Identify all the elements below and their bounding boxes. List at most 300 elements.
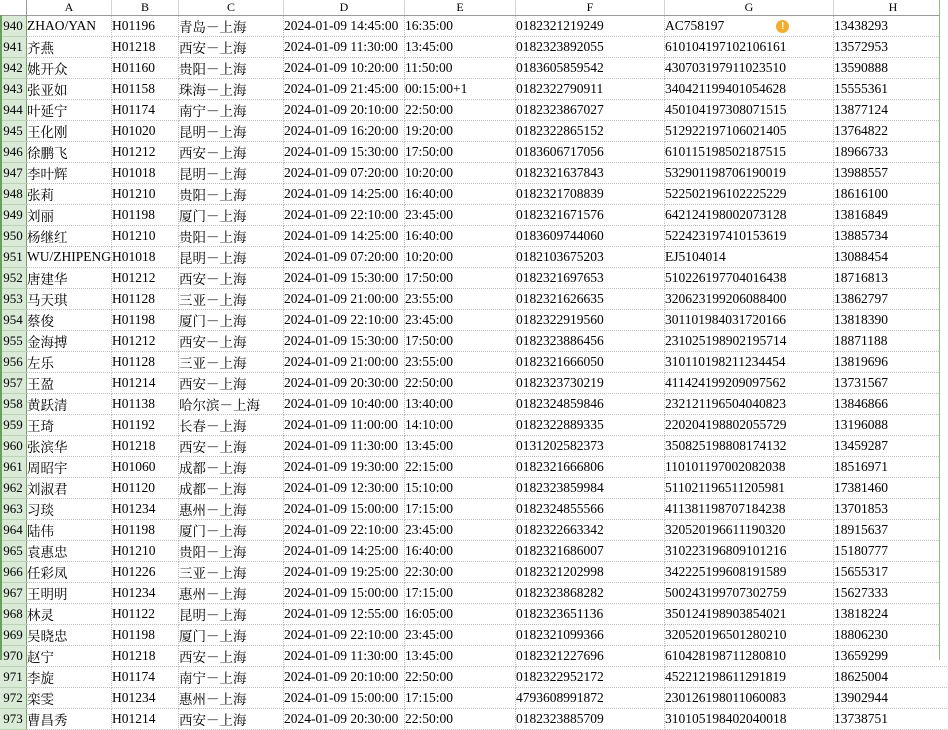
cell-c942[interactable]: 贵阳－上海: [179, 58, 284, 79]
cell-d959[interactable]: 2024-01-09 11:00:00: [284, 415, 405, 436]
cell-h958[interactable]: 13846866: [834, 394, 948, 415]
cell-g970[interactable]: 610428198711280810: [665, 646, 834, 667]
cell-b967[interactable]: H01234: [112, 583, 179, 604]
table-row[interactable]: [0, 121, 948, 142]
cell-b969[interactable]: H01198: [112, 625, 179, 646]
row-header[interactable]: 964: [0, 520, 27, 541]
cell-f958[interactable]: 0182324859846: [516, 394, 665, 415]
column-header-f[interactable]: F: [516, 0, 665, 16]
cell-f968[interactable]: 0182323651136: [516, 604, 665, 625]
cell-f959[interactable]: 0182322889335: [516, 415, 665, 436]
cell-h969[interactable]: 18806230: [834, 625, 948, 646]
table-row[interactable]: [0, 709, 948, 730]
table-row[interactable]: [0, 667, 948, 688]
cell-f965[interactable]: 0182321686007: [516, 541, 665, 562]
cell-f945[interactable]: 0182322865152: [516, 121, 665, 142]
cell-a972[interactable]: 栾雯: [27, 688, 112, 709]
cell-b966[interactable]: H01226: [112, 562, 179, 583]
cell-c954[interactable]: 厦门－上海: [179, 310, 284, 331]
cell-b963[interactable]: H01234: [112, 499, 179, 520]
cell-d951[interactable]: 2024-01-09 07:20:00: [284, 247, 405, 268]
cell-e967[interactable]: 17:15:00: [405, 583, 516, 604]
cell-g950[interactable]: 522423197410153619: [665, 226, 834, 247]
cell-a966[interactable]: 任彩凤: [27, 562, 112, 583]
cell-d947[interactable]: 2024-01-09 07:20:00: [284, 163, 405, 184]
cell-a957[interactable]: 王盈: [27, 373, 112, 394]
cell-b961[interactable]: H01060: [112, 457, 179, 478]
cell-c947[interactable]: 昆明－上海: [179, 163, 284, 184]
cell-f971[interactable]: 0182322952172: [516, 667, 665, 688]
cell-d963[interactable]: 2024-01-09 15:00:00: [284, 499, 405, 520]
cell-h966[interactable]: 15655317: [834, 562, 948, 583]
cell-a940[interactable]: ZHAO/YAN: [27, 16, 112, 37]
cell-e948[interactable]: 16:40:00: [405, 184, 516, 205]
row-header[interactable]: 954: [0, 310, 27, 331]
cell-d956[interactable]: 2024-01-09 21:00:00: [284, 352, 405, 373]
row-header[interactable]: 960: [0, 436, 27, 457]
row-header[interactable]: 968: [0, 604, 27, 625]
row-header[interactable]: 965: [0, 541, 27, 562]
cell-d948[interactable]: 2024-01-09 14:25:00: [284, 184, 405, 205]
cell-e957[interactable]: 22:50:00: [405, 373, 516, 394]
cell-h942[interactable]: 13590888: [834, 58, 948, 79]
cell-b955[interactable]: H01212: [112, 331, 179, 352]
cell-g957[interactable]: 411424199209097562: [665, 373, 834, 394]
cell-g945[interactable]: 512922197106021405: [665, 121, 834, 142]
cell-b965[interactable]: H01210: [112, 541, 179, 562]
cell-h948[interactable]: 18616100: [834, 184, 948, 205]
cell-e944[interactable]: 22:50:00: [405, 100, 516, 121]
cell-d973[interactable]: 2024-01-09 20:30:00: [284, 709, 405, 730]
row-header[interactable]: 955: [0, 331, 27, 352]
cell-b940[interactable]: H01196: [112, 16, 179, 37]
cell-g965[interactable]: 310223196809101216: [665, 541, 834, 562]
row-header[interactable]: 952: [0, 268, 27, 289]
cell-b972[interactable]: H01234: [112, 688, 179, 709]
cell-h950[interactable]: 13885734: [834, 226, 948, 247]
cell-b945[interactable]: H01020: [112, 121, 179, 142]
row-header[interactable]: 961: [0, 457, 27, 478]
cell-e953[interactable]: 23:55:00: [405, 289, 516, 310]
cell-c961[interactable]: 成都－上海: [179, 457, 284, 478]
cell-d949[interactable]: 2024-01-09 22:10:00: [284, 205, 405, 226]
column-header-d[interactable]: D: [284, 0, 405, 16]
cell-f967[interactable]: 0182323868282: [516, 583, 665, 604]
cell-b944[interactable]: H01174: [112, 100, 179, 121]
table-row[interactable]: [0, 58, 948, 79]
cell-f954[interactable]: 0182322919560: [516, 310, 665, 331]
cell-a961[interactable]: 周昭宇: [27, 457, 112, 478]
cell-g963[interactable]: 411381198707184238: [665, 499, 834, 520]
cell-b957[interactable]: H01214: [112, 373, 179, 394]
cell-a954[interactable]: 蔡俊: [27, 310, 112, 331]
cell-h945[interactable]: 13764822: [834, 121, 948, 142]
table-row[interactable]: [0, 16, 948, 37]
cell-g952[interactable]: 510226197704016438: [665, 268, 834, 289]
cell-e950[interactable]: 16:40:00: [405, 226, 516, 247]
cell-c972[interactable]: 惠州－上海: [179, 688, 284, 709]
cell-h946[interactable]: 18966733: [834, 142, 948, 163]
row-header[interactable]: 958: [0, 394, 27, 415]
cell-e946[interactable]: 17:50:00: [405, 142, 516, 163]
cell-e958[interactable]: 13:40:00: [405, 394, 516, 415]
cell-g973[interactable]: 310105198402040018: [665, 709, 834, 730]
row-header[interactable]: 969: [0, 625, 27, 646]
cell-f951[interactable]: 0182103675203: [516, 247, 665, 268]
column-header-e[interactable]: E: [405, 0, 516, 16]
select-all-corner[interactable]: [0, 0, 27, 16]
cell-c941[interactable]: 西安－上海: [179, 37, 284, 58]
cell-c950[interactable]: 贵阳－上海: [179, 226, 284, 247]
cell-g953[interactable]: 320623199206088400: [665, 289, 834, 310]
cell-d966[interactable]: 2024-01-09 19:25:00: [284, 562, 405, 583]
cell-d943[interactable]: 2024-01-09 21:45:00: [284, 79, 405, 100]
cell-f943[interactable]: 0182322790911: [516, 79, 665, 100]
cell-a943[interactable]: 张亚如: [27, 79, 112, 100]
cell-c940[interactable]: 青岛－上海: [179, 16, 284, 37]
table-row[interactable]: [0, 268, 948, 289]
cell-g966[interactable]: 342225199608191589: [665, 562, 834, 583]
cell-e955[interactable]: 17:50:00: [405, 331, 516, 352]
cell-d945[interactable]: 2024-01-09 16:20:00: [284, 121, 405, 142]
cell-c956[interactable]: 三亚－上海: [179, 352, 284, 373]
table-row[interactable]: [0, 184, 948, 205]
table-row[interactable]: [0, 415, 948, 436]
cell-c953[interactable]: 三亚－上海: [179, 289, 284, 310]
cell-e942[interactable]: 11:50:00: [405, 58, 516, 79]
table-row[interactable]: [0, 352, 948, 373]
cell-g951[interactable]: EJ5104014: [665, 247, 834, 268]
cell-h940[interactable]: 13438293: [834, 16, 948, 37]
row-header[interactable]: 943: [0, 79, 27, 100]
cell-d970[interactable]: 2024-01-09 11:30:00: [284, 646, 405, 667]
cell-d962[interactable]: 2024-01-09 12:30:00: [284, 478, 405, 499]
cell-h972[interactable]: 13902944: [834, 688, 948, 709]
cell-g956[interactable]: 310110198211234454: [665, 352, 834, 373]
cell-c951[interactable]: 昆明－上海: [179, 247, 284, 268]
cell-c952[interactable]: 西安－上海: [179, 268, 284, 289]
cell-g967[interactable]: 500243199707302759: [665, 583, 834, 604]
cell-a947[interactable]: 李叶辉: [27, 163, 112, 184]
cell-c944[interactable]: 南宁－上海: [179, 100, 284, 121]
cell-g959[interactable]: 220204198802055729: [665, 415, 834, 436]
table-row[interactable]: [0, 79, 948, 100]
cell-e949[interactable]: 23:45:00: [405, 205, 516, 226]
cell-b959[interactable]: H01192: [112, 415, 179, 436]
cell-e943[interactable]: 00:15:00+1: [405, 79, 516, 100]
cell-b958[interactable]: H01138: [112, 394, 179, 415]
cell-h967[interactable]: 15627333: [834, 583, 948, 604]
cell-d954[interactable]: 2024-01-09 22:10:00: [284, 310, 405, 331]
cell-c968[interactable]: 昆明－上海: [179, 604, 284, 625]
cell-h947[interactable]: 13988557: [834, 163, 948, 184]
cell-g964[interactable]: 320520196611190320: [665, 520, 834, 541]
cell-b964[interactable]: H01198: [112, 520, 179, 541]
cell-e965[interactable]: 16:40:00: [405, 541, 516, 562]
cell-f973[interactable]: 0182323885709: [516, 709, 665, 730]
cell-d967[interactable]: 2024-01-09 15:00:00: [284, 583, 405, 604]
cell-c957[interactable]: 西安－上海: [179, 373, 284, 394]
cell-g944[interactable]: 450104197308071515: [665, 100, 834, 121]
cell-f952[interactable]: 0182321697653: [516, 268, 665, 289]
cell-h962[interactable]: 17381460: [834, 478, 948, 499]
row-header[interactable]: 967: [0, 583, 27, 604]
cell-e962[interactable]: 15:10:00: [405, 478, 516, 499]
row-header[interactable]: 945: [0, 121, 27, 142]
cell-b973[interactable]: H01214: [112, 709, 179, 730]
table-row[interactable]: [0, 37, 948, 58]
cell-h968[interactable]: 13818224: [834, 604, 948, 625]
row-header[interactable]: 941: [0, 37, 27, 58]
cell-b962[interactable]: H01120: [112, 478, 179, 499]
cell-b952[interactable]: H01212: [112, 268, 179, 289]
cell-e947[interactable]: 10:20:00: [405, 163, 516, 184]
table-row[interactable]: [0, 688, 948, 709]
cell-e951[interactable]: 10:20:00: [405, 247, 516, 268]
cell-e969[interactable]: 23:45:00: [405, 625, 516, 646]
cell-h963[interactable]: 13701853: [834, 499, 948, 520]
cell-d953[interactable]: 2024-01-09 21:00:00: [284, 289, 405, 310]
cell-b947[interactable]: H01018: [112, 163, 179, 184]
row-header[interactable]: 942: [0, 58, 27, 79]
cell-e963[interactable]: 17:15:00: [405, 499, 516, 520]
cell-d955[interactable]: 2024-01-09 15:30:00: [284, 331, 405, 352]
cell-c964[interactable]: 厦门－上海: [179, 520, 284, 541]
cell-f960[interactable]: 0131202582373: [516, 436, 665, 457]
row-header[interactable]: 966: [0, 562, 27, 583]
cell-e971[interactable]: 22:50:00: [405, 667, 516, 688]
row-header[interactable]: 963: [0, 499, 27, 520]
cell-g954[interactable]: 301101984031720166: [665, 310, 834, 331]
cell-f961[interactable]: 0182321666806: [516, 457, 665, 478]
row-header[interactable]: 944: [0, 100, 27, 121]
cell-c971[interactable]: 南宁－上海: [179, 667, 284, 688]
cell-a941[interactable]: 齐燕: [27, 37, 112, 58]
cell-b951[interactable]: H01018: [112, 247, 179, 268]
column-header-h[interactable]: H: [834, 0, 948, 16]
cell-h955[interactable]: 18871188: [834, 331, 948, 352]
cell-a952[interactable]: 唐建华: [27, 268, 112, 289]
table-row[interactable]: [0, 226, 948, 247]
table-row[interactable]: [0, 373, 948, 394]
cell-a942[interactable]: 姚开众: [27, 58, 112, 79]
cell-c965[interactable]: 贵阳－上海: [179, 541, 284, 562]
cell-a969[interactable]: 吴晓忠: [27, 625, 112, 646]
table-row[interactable]: [0, 247, 948, 268]
cell-c945[interactable]: 昆明－上海: [179, 121, 284, 142]
cell-c958[interactable]: 哈尔滨－上海: [179, 394, 284, 415]
cell-h959[interactable]: 13196088: [834, 415, 948, 436]
cell-a970[interactable]: 赵宁: [27, 646, 112, 667]
cell-warning-icon[interactable]: !: [776, 20, 789, 33]
cell-g948[interactable]: 522502196102225229: [665, 184, 834, 205]
table-row[interactable]: [0, 331, 948, 352]
row-header[interactable]: 973: [0, 709, 27, 730]
cell-d971[interactable]: 2024-01-09 20:10:00: [284, 667, 405, 688]
cell-f953[interactable]: 0182321626635: [516, 289, 665, 310]
cell-e966[interactable]: 22:30:00: [405, 562, 516, 583]
cell-d965[interactable]: 2024-01-09 14:25:00: [284, 541, 405, 562]
row-header[interactable]: 948: [0, 184, 27, 205]
cell-d968[interactable]: 2024-01-09 12:55:00: [284, 604, 405, 625]
cell-g971[interactable]: 452212198611291819: [665, 667, 834, 688]
cell-f948[interactable]: 0182321708839: [516, 184, 665, 205]
column-header-g[interactable]: G: [665, 0, 834, 16]
cell-f969[interactable]: 0182321099366: [516, 625, 665, 646]
cell-b956[interactable]: H01128: [112, 352, 179, 373]
table-row[interactable]: [0, 541, 948, 562]
cell-d940[interactable]: 2024-01-09 14:45:00: [284, 16, 405, 37]
cell-c949[interactable]: 厦门－上海: [179, 205, 284, 226]
cell-h951[interactable]: 13088454: [834, 247, 948, 268]
row-header[interactable]: 959: [0, 415, 27, 436]
cell-a948[interactable]: 张莉: [27, 184, 112, 205]
table-row[interactable]: [0, 310, 948, 331]
cell-b950[interactable]: H01210: [112, 226, 179, 247]
cell-c963[interactable]: 惠州－上海: [179, 499, 284, 520]
table-row[interactable]: [0, 562, 948, 583]
table-row[interactable]: [0, 478, 948, 499]
cell-d952[interactable]: 2024-01-09 15:30:00: [284, 268, 405, 289]
table-row[interactable]: [0, 457, 948, 478]
cell-h957[interactable]: 13731567: [834, 373, 948, 394]
cell-d958[interactable]: 2024-01-09 10:40:00: [284, 394, 405, 415]
cell-c946[interactable]: 西安－上海: [179, 142, 284, 163]
cell-h953[interactable]: 13862797: [834, 289, 948, 310]
column-header-c[interactable]: C: [179, 0, 284, 16]
cell-a968[interactable]: 林灵: [27, 604, 112, 625]
cell-g949[interactable]: 642124198002073128: [665, 205, 834, 226]
table-row[interactable]: [0, 499, 948, 520]
table-row[interactable]: [0, 604, 948, 625]
cell-h961[interactable]: 18516971: [834, 457, 948, 478]
cell-d944[interactable]: 2024-01-09 20:10:00: [284, 100, 405, 121]
cell-f941[interactable]: 0182323892055: [516, 37, 665, 58]
cell-d950[interactable]: 2024-01-09 14:25:00: [284, 226, 405, 247]
row-header[interactable]: 947: [0, 163, 27, 184]
table-row[interactable]: [0, 520, 948, 541]
cell-g961[interactable]: 110101197002082038: [665, 457, 834, 478]
cell-e954[interactable]: 23:45:00: [405, 310, 516, 331]
table-row[interactable]: [0, 100, 948, 121]
row-header[interactable]: 957: [0, 373, 27, 394]
row-header[interactable]: 970: [0, 646, 27, 667]
row-header[interactable]: 951: [0, 247, 27, 268]
cell-h956[interactable]: 13819696: [834, 352, 948, 373]
cell-a949[interactable]: 刘丽: [27, 205, 112, 226]
cell-f944[interactable]: 0182323867027: [516, 100, 665, 121]
cell-a956[interactable]: 左乐: [27, 352, 112, 373]
cell-g943[interactable]: 340421199401054628: [665, 79, 834, 100]
cell-b946[interactable]: H01212: [112, 142, 179, 163]
cell-h944[interactable]: 13877124: [834, 100, 948, 121]
cell-a964[interactable]: 陆伟: [27, 520, 112, 541]
cell-c969[interactable]: 厦门－上海: [179, 625, 284, 646]
cell-g941[interactable]: 610104197102106161: [665, 37, 834, 58]
cell-b970[interactable]: H01218: [112, 646, 179, 667]
cell-c962[interactable]: 成都－上海: [179, 478, 284, 499]
cell-f940[interactable]: 0182321219249: [516, 16, 665, 37]
table-row[interactable]: [0, 436, 948, 457]
cell-f950[interactable]: 0183609744060: [516, 226, 665, 247]
cell-b954[interactable]: H01198: [112, 310, 179, 331]
cell-c948[interactable]: 贵阳－上海: [179, 184, 284, 205]
cell-h949[interactable]: 13816849: [834, 205, 948, 226]
cell-c966[interactable]: 三亚－上海: [179, 562, 284, 583]
cell-g968[interactable]: 350124198903854021: [665, 604, 834, 625]
cell-e961[interactable]: 22:15:00: [405, 457, 516, 478]
cell-h971[interactable]: 18625004: [834, 667, 948, 688]
cell-g960[interactable]: 350825198808174132: [665, 436, 834, 457]
cell-d957[interactable]: 2024-01-09 20:30:00: [284, 373, 405, 394]
cell-f962[interactable]: 0182323859984: [516, 478, 665, 499]
cell-g955[interactable]: 231025198902195714: [665, 331, 834, 352]
cell-a944[interactable]: 叶延宁: [27, 100, 112, 121]
cell-f957[interactable]: 0182323730219: [516, 373, 665, 394]
cell-f949[interactable]: 0182321671576: [516, 205, 665, 226]
cell-a946[interactable]: 徐鹏飞: [27, 142, 112, 163]
cell-h960[interactable]: 13459287: [834, 436, 948, 457]
cell-d969[interactable]: 2024-01-09 22:10:00: [284, 625, 405, 646]
cell-h964[interactable]: 18915637: [834, 520, 948, 541]
row-header[interactable]: 956: [0, 352, 27, 373]
cell-h941[interactable]: 13572953: [834, 37, 948, 58]
cell-d960[interactable]: 2024-01-09 11:30:00: [284, 436, 405, 457]
cell-a965[interactable]: 袁惠忠: [27, 541, 112, 562]
cell-c960[interactable]: 西安－上海: [179, 436, 284, 457]
cell-b942[interactable]: H01160: [112, 58, 179, 79]
cell-e968[interactable]: 16:05:00: [405, 604, 516, 625]
table-row[interactable]: [0, 646, 948, 667]
cell-b968[interactable]: H01122: [112, 604, 179, 625]
cell-c959[interactable]: 长春－上海: [179, 415, 284, 436]
cell-b971[interactable]: H01174: [112, 667, 179, 688]
cell-e970[interactable]: 13:45:00: [405, 646, 516, 667]
cell-d941[interactable]: 2024-01-09 11:30:00: [284, 37, 405, 58]
cell-h952[interactable]: 18716813: [834, 268, 948, 289]
cell-g940[interactable]: AC758197 !: [665, 16, 834, 37]
cell-a963[interactable]: 习琰: [27, 499, 112, 520]
cell-a959[interactable]: 王琦: [27, 415, 112, 436]
cell-g969[interactable]: 320520196501280210: [665, 625, 834, 646]
cell-d946[interactable]: 2024-01-09 15:30:00: [284, 142, 405, 163]
cell-b943[interactable]: H01158: [112, 79, 179, 100]
cell-a973[interactable]: 曹昌秀: [27, 709, 112, 730]
cell-g972[interactable]: 230126198011060083: [665, 688, 834, 709]
row-header[interactable]: 950: [0, 226, 27, 247]
cell-h943[interactable]: 15555361: [834, 79, 948, 100]
cell-a945[interactable]: 王化刚: [27, 121, 112, 142]
cell-g942[interactable]: 430703197911023510: [665, 58, 834, 79]
cell-g946[interactable]: 610115198502187515: [665, 142, 834, 163]
cell-e972[interactable]: 17:15:00: [405, 688, 516, 709]
cell-h970[interactable]: 13659299: [834, 646, 948, 667]
row-header[interactable]: 946: [0, 142, 27, 163]
table-row[interactable]: [0, 142, 948, 163]
cell-h954[interactable]: 13818390: [834, 310, 948, 331]
cell-c973[interactable]: 西安－上海: [179, 709, 284, 730]
cell-f956[interactable]: 0182321666050: [516, 352, 665, 373]
cell-a958[interactable]: 黄跃清: [27, 394, 112, 415]
cell-g947[interactable]: 532901198706190019: [665, 163, 834, 184]
cell-b948[interactable]: H01210: [112, 184, 179, 205]
row-header[interactable]: 953: [0, 289, 27, 310]
cell-a967[interactable]: 王明明: [27, 583, 112, 604]
table-row[interactable]: [0, 583, 948, 604]
cell-e945[interactable]: 19:20:00: [405, 121, 516, 142]
cell-g962[interactable]: 511021196511205981: [665, 478, 834, 499]
row-header[interactable]: 940: [0, 16, 27, 37]
